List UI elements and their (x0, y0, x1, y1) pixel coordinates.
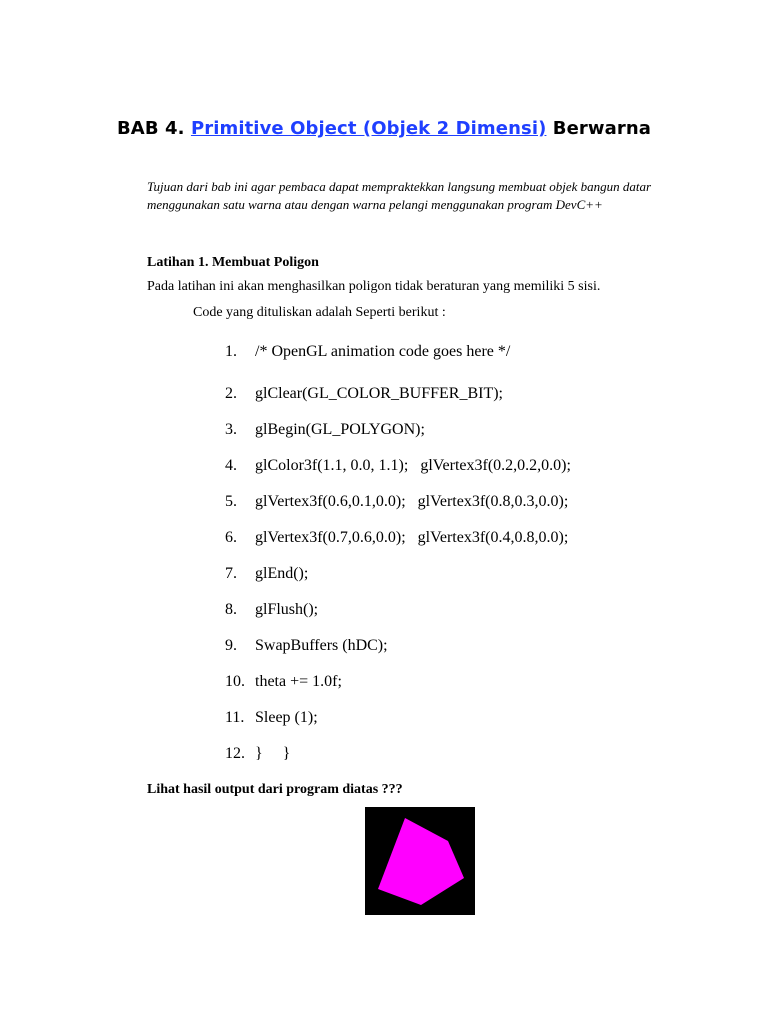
code-line-text: theta += 1.0f; (255, 673, 342, 690)
code-line-text: Sleep (1); (255, 709, 318, 726)
code-line-number: 3. (225, 421, 237, 438)
output-label: Lihat hasil output dari program diatas ??? (147, 782, 403, 797)
code-line (225, 564, 705, 600)
code-line-number: 6. (225, 529, 237, 546)
output-render (365, 807, 475, 915)
code-line-number: 8. (225, 601, 237, 618)
code-line-number: 2. (225, 385, 237, 402)
code-line-number: 5. (225, 493, 237, 510)
code-line (225, 384, 705, 420)
code-line-text: /* OpenGL animation code goes here */ (255, 343, 511, 360)
code-listing (225, 342, 705, 780)
heading-link[interactable]: Primitive Object (Objek 2 Dimensi) (190, 118, 547, 139)
code-line-text: glColor3f(1.1, 0.0, 1.1); glVertex3f(0.2,0.2,0.0); (255, 457, 571, 474)
intro-paragraph: Tujuan dari bab ini agar pembaca dapat mempraktekkan langsung membuat objek bangun datar menggunakan satu warna atau dengan warna pelangi menggunakan program DevC++ (147, 179, 652, 212)
code-line (225, 420, 705, 456)
code-line-text: } } (255, 745, 291, 762)
section-title: Latihan 1. Membuat Poligon (147, 255, 319, 270)
code-line (225, 672, 705, 708)
code-line-text: glBegin(GL_POLYGON); (255, 421, 425, 438)
code-line (225, 342, 705, 384)
description-paragraph: Pada latihan ini akan menghasilkan poligon tidak beraturan yang memiliki 5 sisi. (147, 279, 601, 294)
output-window (365, 807, 475, 915)
code-line (225, 492, 705, 528)
code-line-number: 9. (225, 637, 237, 654)
code-line-number: 11. (225, 709, 245, 726)
code-line-text: glVertex3f(0.7,0.6,0.0); glVertex3f(0.4,0.8,0.0); (255, 529, 569, 546)
code-line-text: glEnd(); (255, 565, 309, 582)
code-line-text: glClear(GL_COLOR_BUFFER_BIT); (255, 385, 503, 402)
code-line-number: 1. (225, 343, 237, 360)
chapter-heading (0, 118, 768, 139)
code-line-text: glFlush(); (255, 601, 319, 618)
heading-prefix: BAB 4. (116, 118, 191, 139)
code-line-number: 10. (225, 673, 245, 690)
code-line (225, 744, 705, 780)
code-line (225, 708, 705, 744)
heading-suffix: Berwarna (546, 118, 652, 139)
code-line (225, 528, 705, 564)
magenta-polygon (378, 818, 464, 905)
code-line (225, 636, 705, 672)
code-line (225, 456, 705, 492)
code-line (225, 600, 705, 636)
code-line-text: glVertex3f(0.6,0.1,0.0); glVertex3f(0.8,0.3,0.0); (255, 493, 569, 510)
code-line-text: SwapBuffers (hDC); (255, 637, 388, 654)
code-line-number: 7. (225, 565, 237, 582)
code-line-number: 12. (225, 745, 245, 762)
code-intro-paragraph: Code yang dituliskan adalah Seperti berikut : (193, 305, 446, 320)
code-line-number: 4. (225, 457, 237, 474)
